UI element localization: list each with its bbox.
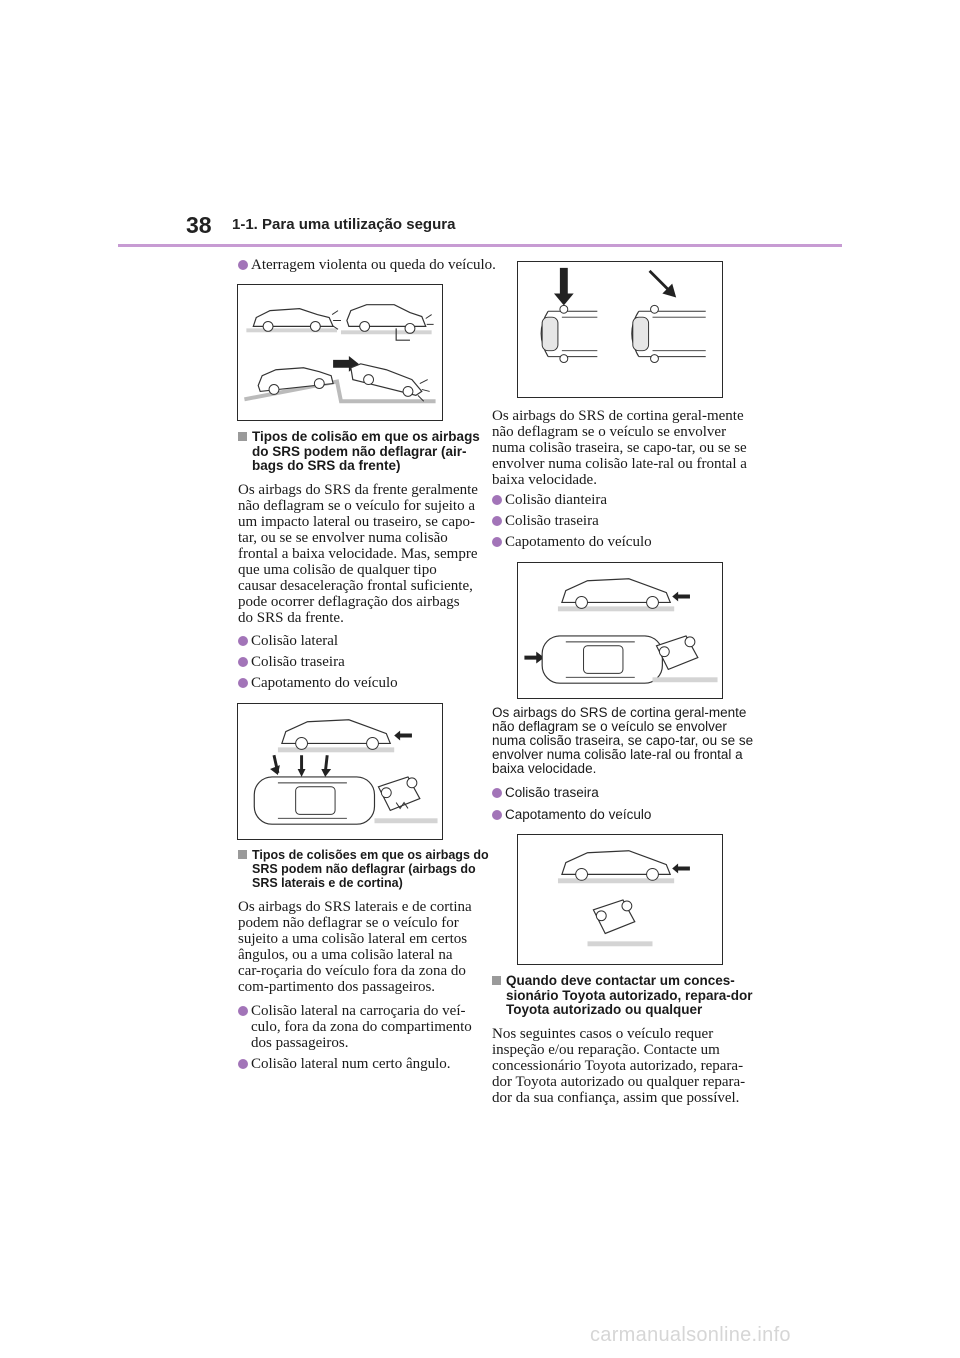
list-item: Colisão traseira xyxy=(492,513,767,529)
bullet-dot-icon xyxy=(492,537,502,547)
heading-square-icon xyxy=(238,432,247,441)
figure-hard-landing xyxy=(237,284,443,421)
page-number: 38 xyxy=(186,212,212,238)
watermark: carmanualsonline.info xyxy=(590,1324,791,1346)
list-item: Colisão lateral xyxy=(238,633,491,649)
list-item: Colisão lateral num certo ângulo. xyxy=(238,1056,491,1072)
list-item: Capotamento do veículo xyxy=(238,675,491,691)
paragraph-side-curtain-airbags: Os airbags do SRS laterais e de cortina podem não deflagrar se o veículo for sujeito a uma colisão lateral em certos ângulos, ou a uma colisão lateral na car-roçaria do veículo fora da zona do com-partimento dos passageiros. xyxy=(238,899,472,995)
heading-contact-dealer: Quando deve contactar um conces-sionário Toyota autorizado, repara-dor Toyota autorizado ou qualquer xyxy=(492,974,772,1018)
bullet-dot-icon xyxy=(492,810,502,820)
heading-square-icon xyxy=(492,976,501,985)
list-item: Colisão traseira xyxy=(492,786,767,800)
figure-side-rear-rollover xyxy=(237,703,443,840)
bullet-dot-icon xyxy=(492,516,502,526)
bullet-dot-icon xyxy=(492,788,502,798)
section-title: 1-1. Para uma utilização segura xyxy=(232,216,456,233)
bullet-dot-icon xyxy=(238,657,248,667)
figure-angle-impact xyxy=(517,261,723,398)
paragraph-curtain-airbags-2: Os airbags do SRS de cortina geral-mente não deflagram se o veículo se envolver numa colisão traseira, se capo-tar, ou se se envolver numa colisão late-ral ou frontal a baixa velocidade. xyxy=(492,705,754,776)
list-item: Colisão lateral na carroçaria do veí-culo, fora da zona do compartimento dos passageiros. xyxy=(238,1003,491,1051)
bullet-dot-icon xyxy=(238,636,248,646)
paragraph-contact-dealer: Nos seguintes casos o veículo requer inspeção e/ou reparação. Contacte um concessionário Toyota autorizado, repara-dor Toyota autorizado ou qualquer repara-dor da sua confiança, assim que possível. xyxy=(492,1026,746,1106)
bullet-dot-icon xyxy=(238,260,248,270)
list-item: Capotamento do veículo xyxy=(492,808,767,822)
list-item: Capotamento do veículo xyxy=(492,534,767,550)
header-rule xyxy=(118,244,842,247)
list-item: Colisão dianteira xyxy=(492,492,767,508)
figure-front-rear-rollover xyxy=(517,562,723,699)
paragraph-curtain-airbags-1: Os airbags do SRS de cortina geral-mente não deflagram se o veículo se envolver numa colisão traseira, se capo-tar, ou se se envolver numa colisão late-ral ou frontal a baixa velocidade. xyxy=(492,408,747,488)
heading-side-curtain-airbags: Tipos de colisões em que os airbags do SRS podem não deflagrar (airbags do SRS laterais e de cortina) xyxy=(238,848,492,890)
list-item: Colisão traseira xyxy=(238,654,491,670)
bullet-dot-icon xyxy=(238,1059,248,1069)
heading-square-icon xyxy=(238,850,247,859)
bullet-dot-icon xyxy=(238,678,248,688)
bullet-dot-icon xyxy=(492,495,502,505)
heading-frontal-airbags: Tipos de colisão em que os airbags do SRS podem não deflagrar (air-bags do SRS da frente) xyxy=(238,430,492,474)
bullet-dot-icon xyxy=(238,1006,248,1016)
intro-bullet: Aterragem violenta ou queda do veículo. xyxy=(238,257,501,273)
figure-rear-rollover xyxy=(517,834,723,965)
paragraph-frontal-airbags: Os airbags do SRS da frente geralmente não deflagram se o veículo for sujeito a um impacto lateral ou traseiro, se capo-tar, ou se se envolver numa colisão frontal a baixa velocidade. Mas, sempre que uma colisão de qualquer tipo causar desaceleração frontal suficiente, pode ocorrer deflagração dos airbags do SRS da frente. xyxy=(238,482,478,626)
